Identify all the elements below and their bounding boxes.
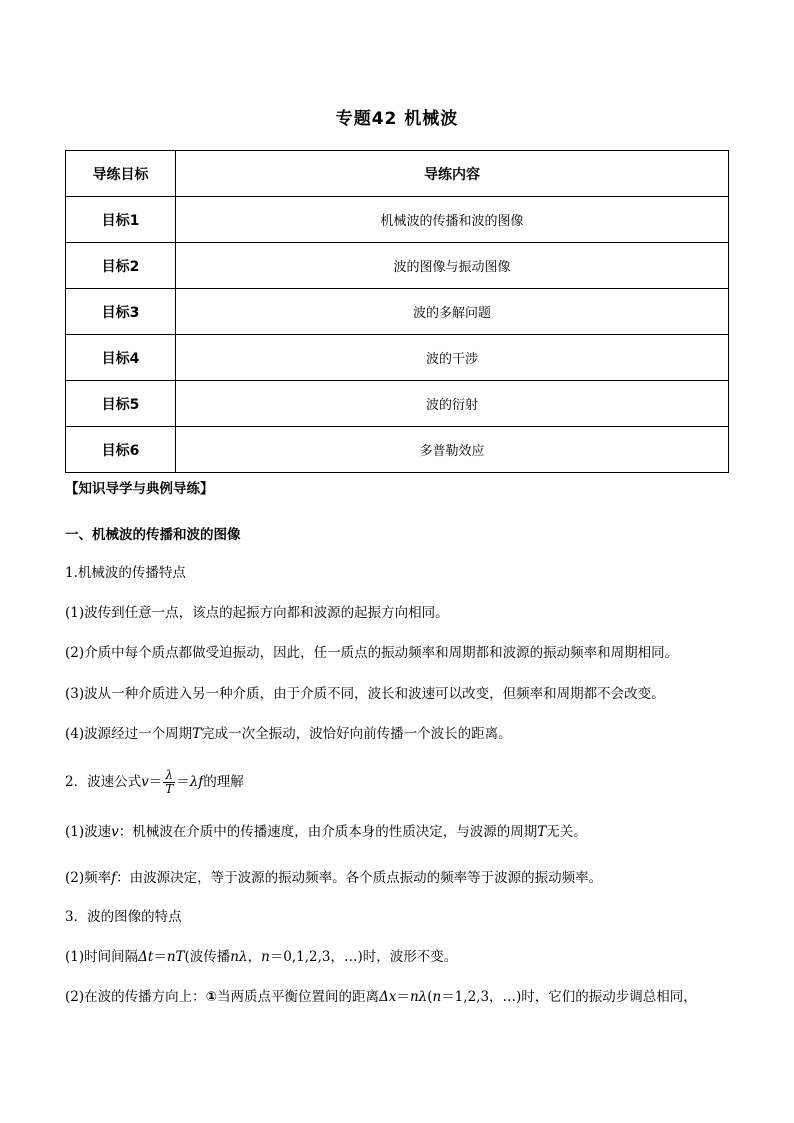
page-title: 专题42 机械波 [335,109,459,129]
symbol-T: T [192,726,202,742]
goal-cell: 目标1 [66,197,176,243]
paragraph-1-2: (2)介质中每个质点都做受迫振动，因此，任一质点的振动频率和周期都和波源的振动频率和周期相同。 [65,645,679,661]
fraction-denominator: T [165,782,174,796]
circled-number-1: ① [205,989,218,1005]
text-run: (波传播 [184,949,231,965]
table-row [66,243,729,289]
paragraph-3-2 [65,987,745,1007]
text-run: ：由波源决定，等于波源的振动频率。各个质点振动的频率等于波源的振动频率。 [116,870,603,886]
fraction [163,769,175,796]
table-row [66,197,729,243]
symbol-n-lambda: nλ [230,949,248,965]
text-run: 当两质点平衡位置间的距离 [217,989,380,1005]
column-header-goal: 导练目标 [66,151,176,197]
text-run: ＝1,2,3，…)时，它们的振动步调总相同， [441,989,697,1005]
fraction-numerator: λ [163,769,175,783]
content-cell: 波的多解问题 [176,289,729,335]
text-run: 的理解 [203,774,244,790]
table-row [66,427,729,473]
content-cell: 多普勒效应 [176,427,729,473]
paragraph-1-4 [65,724,745,744]
content-cell: 波的干涉 [176,335,729,381]
paragraph-3-1 [65,947,745,967]
text-run: (2)频率 [65,870,112,886]
content-cell: 波的图像与振动图像 [176,243,729,289]
text-run: 2．波速公式 [65,774,142,790]
text-run: ＝0,1,2,3，…)时，波形不变。 [269,949,458,965]
text-run: ＝ [396,989,410,1005]
table-row [66,335,729,381]
symbol-n-lambda: nλ [409,989,428,1005]
table-row [66,381,729,427]
paragraph-1-3: (3)波从一种介质进入另一种介质，由于介质不同，波长和波速可以改变，但频率和周期都不会改变。 [65,686,665,702]
goals-table [65,150,729,473]
symbol-nT: nT [166,949,185,965]
goal-cell: 目标4 [66,335,176,381]
symbol-v: v [141,774,149,790]
table-header-row [66,151,729,197]
symbol-delta-x: Δx [379,989,397,1005]
text-run: 无关。 [546,824,587,840]
text-run: (1)波速 [65,824,112,840]
text-run: ＝ [153,949,167,965]
paragraph-1-1: (1)波传到任意一点，该点的起振方向都和波源的起振方向相同。 [65,605,449,621]
paragraph-2-1 [65,822,745,842]
symbol-lambda-f: λf [189,774,204,790]
goal-cell: 目标3 [66,289,176,335]
text-run: (1)时间间隔 [65,949,139,965]
text-run: ， [247,949,262,965]
goal-cell: 目标2 [66,243,176,289]
column-header-content: 导练内容 [176,151,729,197]
section-header: 【知识导学与典例导练】 [65,481,214,497]
symbol-n: n [261,949,270,965]
paragraph-1-heading: 1.机械波的传播特点 [65,565,186,581]
text-run: ：机械波在介质中的传播速度，由介质本身的性质决定，与波源的周期 [118,824,538,840]
text-run: (4)波源经过一个周期 [65,726,193,742]
table-row [66,289,729,335]
text-run: 完成一次全振动，波恰好向前传播一个波长的距离。 [201,726,512,742]
wave-speed-formula-line [65,765,745,799]
text-run: ( [427,989,433,1005]
goal-cell: 目标6 [66,427,176,473]
goal-cell: 目标5 [66,381,176,427]
symbol-f: f [111,870,117,886]
symbol-n: n [432,989,442,1005]
content-cell: 机械波的传播和波的图像 [176,197,729,243]
paragraph-2-2 [65,868,745,888]
content-cell: 波的衍射 [176,381,729,427]
paragraph-3-heading: 3．波的图像的特点 [65,909,182,925]
symbol-delta-t: Δt [138,949,154,965]
text-run: (2)在波的传播方向上： [65,989,206,1005]
symbol-v: v [111,824,119,840]
part1-heading: 一、机械波的传播和波的图像 [65,527,241,543]
equals-sign: ＝ [148,774,163,790]
symbol-T: T [537,824,547,840]
equals-sign: ＝ [176,774,190,790]
